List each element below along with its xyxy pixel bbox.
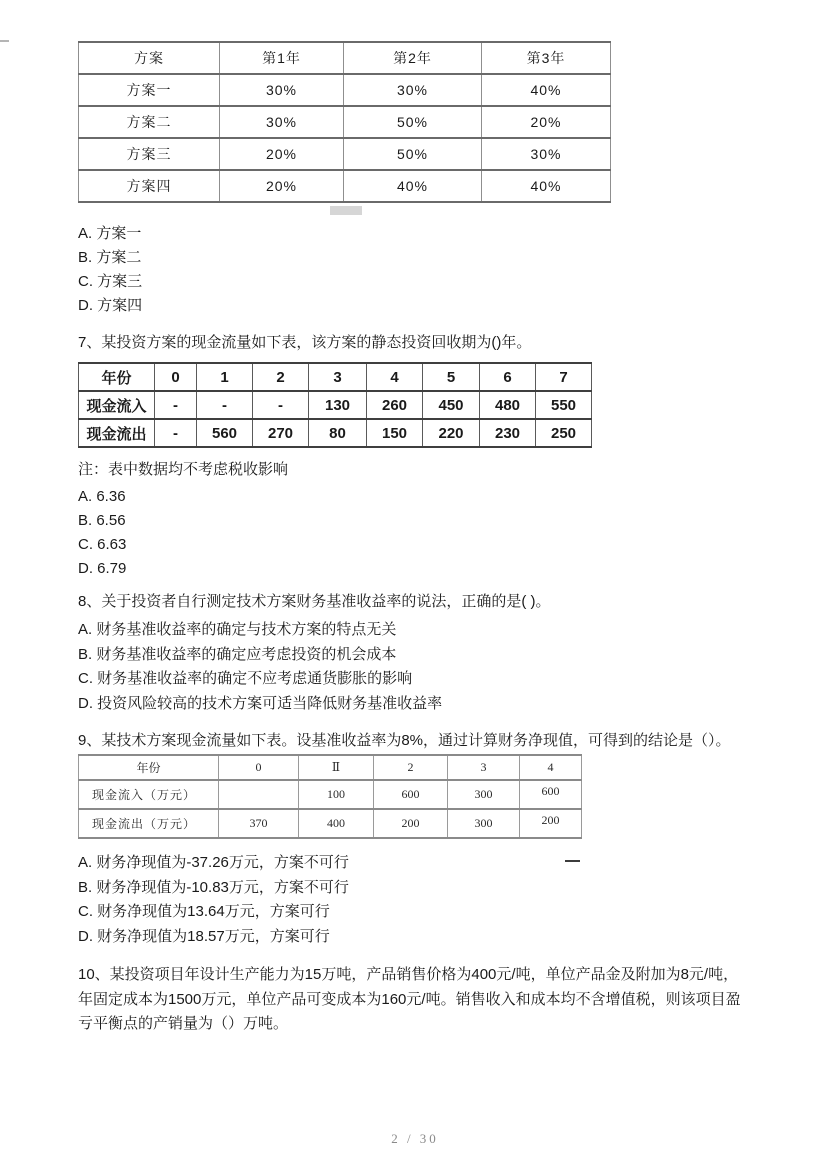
q10-stem: 10、某投资项目年设计生产能力为15万吨，产品销售价格为400元/吨，单位产品金及附加为8元/吨，年固定成本为1500万元，单位产品可变成本为160元/吨。销售收入和成本均不含增值税，则该项目盈亏平衡点的产销量为（）万吨。: [78, 966, 741, 1032]
table-header-cell: 2: [253, 363, 309, 391]
option-item: B. 财务基准收益率的确定应考虑投资的机会成本: [78, 645, 397, 663]
table-cell: 600: [374, 780, 448, 809]
table-header-row: [79, 42, 611, 74]
table-cell: 方案二: [79, 106, 220, 138]
q6-options: [78, 222, 752, 318]
table-row: [79, 391, 592, 419]
table-cell: 370: [219, 809, 299, 838]
table-header-cell: 方案: [79, 42, 220, 74]
table-header-cell: 第1年: [220, 42, 344, 74]
table-header-cell: 0: [155, 363, 197, 391]
table-header-cell: 1: [197, 363, 253, 391]
table-cell: -: [155, 419, 197, 447]
option-item: A. 财务净现值为-37.26万元，方案不可行: [78, 854, 349, 871]
option-item: C. 财务基准收益率的确定不应考虑通货膨胀的影响: [78, 670, 413, 687]
option-item: B. 财务净现值为-10.83万元，方案不可行: [78, 878, 349, 896]
table-header-cell: 3: [309, 363, 367, 391]
table-cell: 130: [309, 391, 367, 419]
table-cell: 220: [423, 419, 480, 447]
option-item: C. 财务净现值为13.64万元，方案可行: [78, 903, 330, 920]
option-item: A. 6.36: [78, 488, 126, 505]
q8-stem: 8、关于投资者自行测定技术方案财务基准收益率的说法，正确的是( )。: [78, 593, 551, 610]
table-cell: 400: [299, 809, 374, 838]
table-cell: 260: [367, 391, 423, 419]
table-row: [79, 170, 611, 202]
table-header-cell: 5: [423, 363, 480, 391]
option-item: B. 方案二: [78, 249, 142, 266]
table-cell: 现金流出: [79, 419, 155, 447]
table-cell: 200: [520, 809, 582, 838]
option-item: A. 财务基准收益率的确定与技术方案的特点无关: [78, 621, 397, 638]
q7-cashflow-table: [78, 362, 592, 448]
table-row: [79, 106, 611, 138]
table-cell: 560: [197, 419, 253, 447]
table-cell: 方案三: [79, 138, 220, 170]
table-cell: 30%: [344, 74, 482, 106]
table-header-cell: 0: [219, 755, 299, 780]
table-cell: 600: [520, 780, 582, 809]
table-header-cell: 2: [374, 755, 448, 780]
table-header-cell: 4: [367, 363, 423, 391]
table-cell: 方案四: [79, 170, 220, 202]
table-header-cell: 年份: [79, 363, 155, 391]
table-header-cell: 第2年: [344, 42, 482, 74]
table-cell: 50%: [344, 106, 482, 138]
option-item: A. 方案一: [78, 225, 142, 242]
table-cell: 20%: [220, 138, 344, 170]
table-cell: 250: [536, 419, 592, 447]
q7-stem: 7、某投资方案的现金流量如下表，该方案的静态投资回收期为()年。: [78, 334, 532, 351]
table-cell: 200: [374, 809, 448, 838]
table-cell: -: [197, 391, 253, 419]
q8-options: [78, 618, 752, 716]
option-item: D. 投资风险较高的技术方案可适当降低财务基准收益率: [78, 694, 443, 712]
table-cell: 480: [480, 391, 536, 419]
scan-artifact: [0, 40, 9, 42]
table-row: [79, 74, 611, 106]
table-row: [79, 809, 582, 838]
q7-options: [78, 485, 752, 581]
table-cell: 300: [448, 809, 520, 838]
table-cell: 270: [253, 419, 309, 447]
table-cell: 20%: [220, 170, 344, 202]
table-cell: 100: [299, 780, 374, 809]
option-item: D. 方案四: [78, 297, 143, 314]
q9-stem: 9、某技术方案现金流量如下表。设基准收益率为8%，通过计算财务净现值，可得到的结论是（）。: [78, 732, 731, 749]
table-cell: 40%: [344, 170, 482, 202]
table-cell: 现金流出（万元）: [79, 809, 219, 838]
table-cell: [219, 780, 299, 809]
q7-note: 注：表中数据均不考虑税收影响: [78, 461, 289, 478]
table-header-cell: 3: [448, 755, 520, 780]
table-cell: 现金流入（万元）: [79, 780, 219, 809]
table-cell: -: [253, 391, 309, 419]
q9-options: [78, 851, 752, 949]
scan-artifact: [565, 860, 580, 862]
table-header-cell: 4: [520, 755, 582, 780]
table-cell: 300: [448, 780, 520, 809]
table-header-cell: 7: [536, 363, 592, 391]
table-cell: -: [155, 391, 197, 419]
table-cell: 550: [536, 391, 592, 419]
table-cell: 450: [423, 391, 480, 419]
option-item: B. 6.56: [78, 512, 126, 529]
table-cell: 30%: [220, 74, 344, 106]
option-item: C. 6.63: [78, 536, 127, 553]
table-header-row: [79, 755, 582, 780]
table-header-cell: Ⅱ: [299, 755, 374, 780]
table-header-cell: 6: [480, 363, 536, 391]
scan-artifact: [330, 206, 362, 215]
table-header-cell: 年份: [79, 755, 219, 780]
table-cell: 40%: [482, 74, 611, 106]
table-row: [79, 138, 611, 170]
q9-cashflow-table: [78, 754, 582, 839]
table-cell: 20%: [482, 106, 611, 138]
table-cell: 80: [309, 419, 367, 447]
q6-plan-table: [78, 41, 611, 203]
table-cell: 40%: [482, 170, 611, 202]
table-row: [79, 419, 592, 447]
option-item: C. 方案三: [78, 273, 143, 290]
page-content: [0, 41, 830, 1037]
table-cell: 50%: [344, 138, 482, 170]
table-header-cell: 第3年: [482, 42, 611, 74]
table-header-row: [79, 363, 592, 391]
table-cell: 30%: [220, 106, 344, 138]
table-cell: 方案一: [79, 74, 220, 106]
table-cell: 30%: [482, 138, 611, 170]
table-cell: 230: [480, 419, 536, 447]
table-row: [79, 780, 582, 809]
table-cell: 现金流入: [79, 391, 155, 419]
option-item: D. 财务净现值为18.57万元，方案可行: [78, 927, 330, 945]
option-item: D. 6.79: [78, 560, 127, 577]
page-number-indicator: 2 / 30: [391, 1131, 439, 1146]
table-cell: 150: [367, 419, 423, 447]
